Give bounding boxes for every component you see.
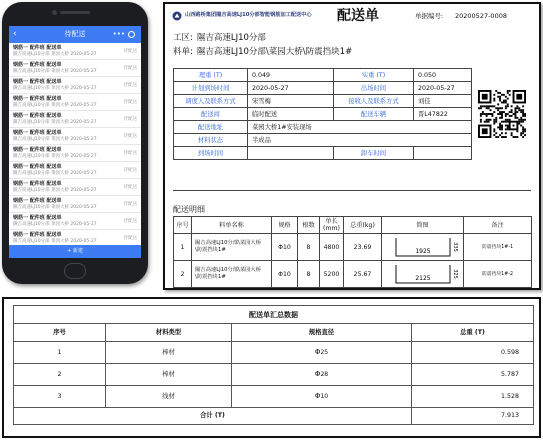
list-item-subtitle: 隰吉高速LJ10分部 菜园大桥 2020-05-27 [13,137,97,142]
summary-type: 棒材 [106,342,232,364]
list-item-status: 待配送 [123,236,137,241]
factory-time-value: 2020-05-27 [414,82,472,95]
list-item-subtitle: 隰吉高速LJ10分部 菜园大桥 2020-05-27 [13,171,97,176]
detail-row [174,234,532,261]
list-item-title: 钢筋一 配件班 配送单 [13,62,62,68]
detail-header-count: 根数 [298,217,320,234]
planned-time-value: 2020-05-27 [248,82,334,95]
part-row [173,47,352,58]
detail-name: 隰吉高速LJ10分部\菜园大桥\防震挡块1# [192,234,272,261]
site-value: 隰吉高速LJ10分部 [196,33,266,43]
qr-code-icon [478,90,526,138]
delivery-form [163,2,541,290]
summary-type: 线材 [106,386,232,408]
list-item-subtitle: 隰吉高速LJ10分部 菜园大桥 2020-05-27 [13,52,97,57]
detail-remark: 防震挡块1#-2 [464,261,532,288]
list-item-subtitle: 隰吉高速LJ10分部 菜园大桥 2020-05-27 [13,222,97,227]
list-item[interactable] [9,196,141,213]
detail-name: 隰吉高速LJ10分部\菜园大桥\防震挡块1# [192,261,272,288]
list-item[interactable] [9,128,141,145]
list-item-subtitle: 隰吉高速LJ10分部 菜园大桥 2020-05-27 [13,154,97,159]
summary-header-no: 序号 [14,324,106,342]
summary-total-label: 合计 (T) [14,408,412,425]
target-icon[interactable] [128,31,135,38]
list-item[interactable] [9,179,141,196]
sketch-bottom-dim: 2125 [414,275,431,282]
list-item-title: 钢筋一 配件班 配送单 [13,164,62,170]
detail-length: 5200 [320,261,344,288]
list-item-title: 钢筋一 配件班 配送单 [13,232,62,238]
list-item-status: 待配送 [123,100,137,105]
summary-no: 2 [14,364,106,386]
vehicle-value: 晋L47822 [414,108,472,121]
summary-type: 棒材 [106,364,232,386]
qr-cell [472,69,532,160]
list-item-status: 待配送 [123,49,137,54]
summary-diameter [232,364,412,386]
summary-weight: 1.528 [412,386,534,408]
arrival-time-label: 到场时间 [174,147,248,160]
detail-sketch [382,234,464,261]
form-header [165,4,539,28]
sketch-top-dim: 325 [451,269,458,279]
summary-no: 1 [14,342,106,364]
summary-diameter [232,342,412,364]
detail-section-title: 配送明细 [173,205,205,214]
list-item-title: 钢筋一 配件班 配送单 [13,215,62,221]
summary-diameter [232,386,412,408]
summary-no: 3 [14,386,106,408]
list-item-subtitle: 隰吉高速LJ10分部 菜园大桥 2020-05-27 [13,69,97,74]
dispatcher-label: 调度人及联系方式 [174,95,248,108]
summary-header-row [14,324,534,342]
sketch-top-dim: 335 [451,242,458,252]
form-number-label: 单据编号: [415,12,444,20]
vehicle-label: 配送车辆 [334,108,414,121]
material-status-value: 半成品 [248,134,472,147]
home-button[interactable] [64,263,86,279]
actual-weight-value: 0.050 [414,69,472,82]
detail-header-no: 序号 [174,217,192,234]
address-label: 配送地址 [174,121,248,134]
section-divider [173,190,531,191]
summary-row [14,342,534,364]
planned-time-label: 计划到场时间 [174,82,248,95]
app-menu [113,28,135,40]
list-item-status: 待配送 [123,202,137,207]
more-icon[interactable]: ••• [112,30,125,38]
summary-panel [2,297,541,438]
detail-spec: Φ10 [272,234,298,261]
part-value: 隰吉高速LJ10分部\菜园大桥\防震挡块1# [196,47,353,57]
chevron-left-icon[interactable]: ‹ [13,29,17,39]
list-item-subtitle: 隰吉高速LJ10分部 菜园大桥 2020-05-27 [13,103,97,108]
detail-sketch [382,261,464,288]
detail-no: 1 [174,234,192,261]
company-logo-icon [172,11,182,21]
phone-screen [9,26,141,258]
list-item-title: 钢筋一 配件班 配送单 [13,130,62,136]
actual-weight-label: 实重 (T) [334,69,414,82]
list-item-subtitle: 隰吉高速LJ10分部 菜园大桥 2020-05-27 [13,205,97,210]
list-item-status: 待配送 [123,83,137,88]
detail-spec: Φ10 [272,261,298,288]
list-item-status: 待配送 [123,185,137,190]
theory-weight-label: 理重 (T) [174,69,248,82]
list-item[interactable] [9,94,141,111]
delivery-list [9,43,141,247]
list-item-status: 待配送 [123,134,137,139]
summary-header-diameter: 规格直径 [232,324,412,342]
detail-header-length: 单长(mm) [320,217,344,234]
detail-header-remark: 备注 [464,217,532,234]
detail-weight: 25.67 [344,261,382,288]
diameter-value: 28 [320,371,329,378]
list-item[interactable] [9,145,141,162]
detail-header-sketch: 简图 [382,217,464,234]
diameter-value: 25 [320,349,329,356]
list-item[interactable] [9,43,141,60]
form-title: 配送单 [337,8,379,24]
material-status-label: 材料状态 [174,134,248,147]
arrival-time-value [248,147,334,160]
summary-header-weight: 总重 (T) [412,324,534,342]
factory-time-label: 出场时间 [334,82,414,95]
diameter-symbol: Φ [314,370,321,378]
list-item-title: 钢筋一 配件班 配送单 [13,147,62,153]
list-item-title: 钢筋一 配件班 配送单 [13,45,62,51]
summary-header-type: 材料类型 [106,324,232,342]
list-item-title: 钢筋一 配件班 配送单 [13,181,62,187]
vendor-label: 配送商 [174,108,248,121]
theory-weight-value: 0.049 [248,69,334,82]
list-item-status: 待配送 [123,151,137,156]
bend-sketch-icon [388,262,458,286]
bend-sketch-icon [388,235,458,259]
detail-header-row [174,217,532,234]
detail-row [174,261,532,288]
detail-remark: 防震挡块1#-1 [464,234,532,261]
list-item-title: 钢筋一 配件班 配送单 [13,79,62,85]
detail-no: 2 [174,261,192,288]
add-button[interactable]: + 新建 [9,245,141,258]
list-item-title: 钢筋一 配件班 配送单 [13,96,62,102]
receiver-label: 接收人及联系方式 [334,95,414,108]
part-label: 料单: [173,47,193,57]
list-item-subtitle: 隰吉高速LJ10分部 菜园大桥 2020-05-27 [13,188,97,193]
company-name: 山西路桥集团隰吉高速LJ10分部智能钢筋加工配送中心 [185,12,312,18]
diameter-value: 10 [320,393,329,400]
list-item-status: 待配送 [123,168,137,173]
receiver-value: 刘佳 [414,95,472,108]
list-item-title: 钢筋一 配件班 配送单 [13,198,62,204]
list-item[interactable] [9,111,141,128]
summary-total-row [14,408,534,425]
phone-camera [52,10,57,15]
list-item-status: 待配送 [123,66,137,71]
list-item-subtitle: 隰吉高速LJ10分部 菜园大桥 2020-05-27 [13,120,97,125]
list-item[interactable] [9,213,141,230]
detail-count: 8 [298,234,320,261]
list-item[interactable] [9,162,141,179]
list-item-subtitle: 隰吉高速LJ10分部 菜园大桥 2020-05-27 [13,239,97,244]
phone-speaker [60,11,90,14]
site-row [173,33,266,44]
summary-weight: 0.598 [412,342,534,364]
summary-row [14,386,534,408]
app-header [9,26,141,43]
app-title: 待配送 [64,30,86,38]
summary-table [13,305,534,425]
detail-table [173,216,532,288]
info-table [173,68,532,160]
diameter-symbol: Φ [314,348,321,356]
site-label: 工区: [173,33,193,43]
detail-weight: 23.69 [344,234,382,261]
detail-header-name: 料单名称 [192,217,272,234]
form-number-value: 20200527-0008 [455,12,507,20]
dispatcher-value: 宋雪梅 [248,95,334,108]
diameter-symbol: Φ [314,392,321,400]
summary-title: 配送单汇总数据 [14,306,534,324]
address-value: 菜园大桥1#安装现场 [248,121,472,134]
list-item[interactable] [9,60,141,77]
summary-row [14,364,534,386]
unload-time-value [414,147,472,160]
phone-mockup [2,2,148,284]
vendor-value: 临时配送 [248,108,334,121]
detail-header-weight: 总重(kg) [344,217,382,234]
detail-count: 8 [298,261,320,288]
list-item-title: 钢筋一 配件班 配送单 [13,113,62,119]
detail-length: 4800 [320,234,344,261]
summary-weight: 5.787 [412,364,534,386]
unload-time-label: 卸车时间 [334,147,414,160]
list-item-status: 待配送 [123,117,137,122]
list-item-status: 待配送 [123,219,137,224]
sketch-bottom-dim: 1925 [414,248,431,255]
detail-header-spec: 规格 [272,217,298,234]
summary-total-value: 7.913 [412,408,534,425]
list-item-subtitle: 隰吉高速LJ10分部 菜园大桥 2020-05-27 [13,86,97,91]
list-item[interactable] [9,77,141,94]
